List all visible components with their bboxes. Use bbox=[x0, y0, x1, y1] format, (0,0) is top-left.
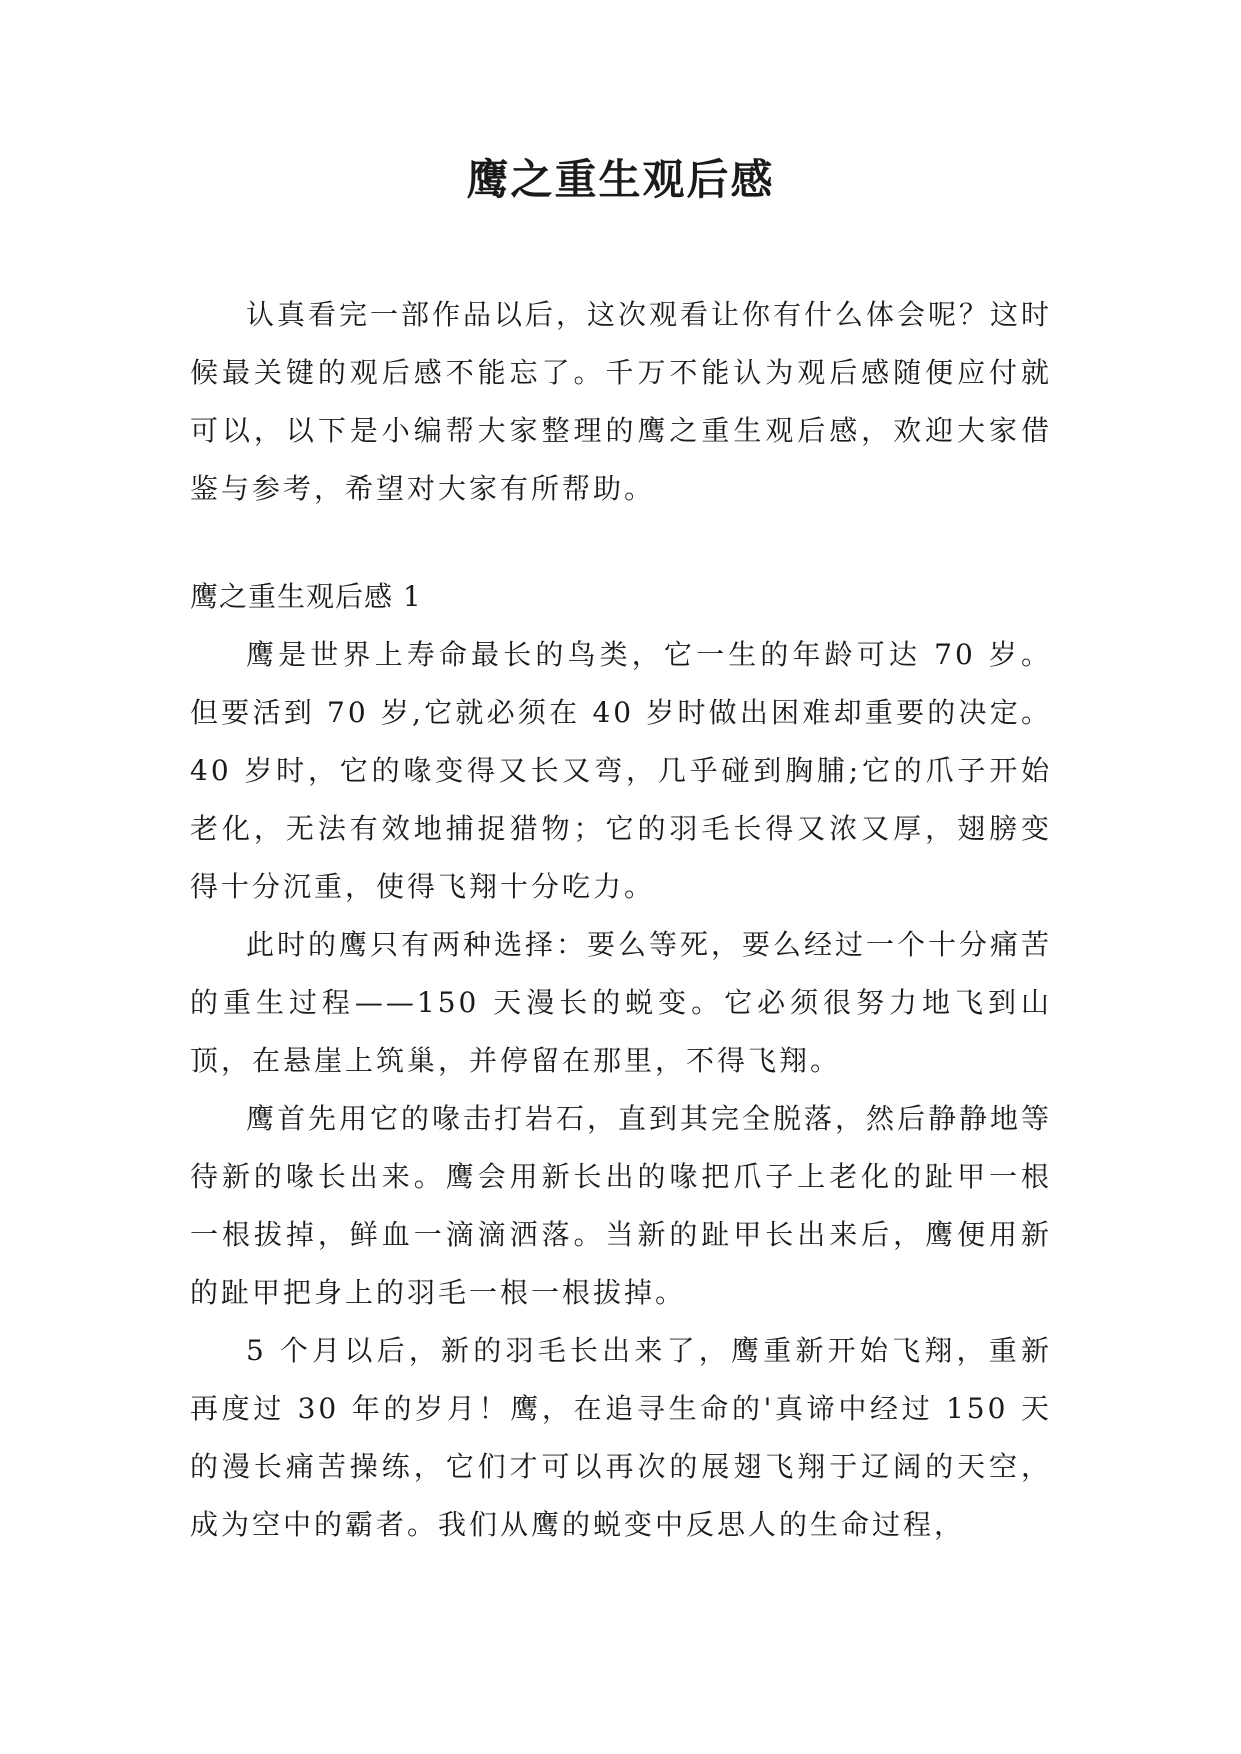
body-paragraph-1: 鹰是世界上寿命最长的鸟类，它一生的年龄可达 70 岁。但要活到 70 岁,它就必须在 40 岁时做出困难却重要的决定。40 岁时，它的喙变得又长又弯，几乎碰到胸脯;它的爪子开始老化，无法有效地捕捉猎物；它的羽毛长得又浓又厚，翅膀变得十分沉重，使得飞翔十分吃力。 bbox=[190, 638, 1052, 903]
body-paragraph-3: 鹰首先用它的喙击打岩石，直到其完全脱落，然后静静地等待新的喙长出来。鹰会用新长出的喙把爪子上老化的趾甲一根一根拔掉，鲜血一滴滴洒落。当新的趾甲长出来后，鹰便用新的趾甲把身上的羽毛一根一根拔掉。 bbox=[190, 1102, 1053, 1309]
body-paragraph-2: 此时的鹰只有两种选择：要么等死，要么经过一个十分痛苦的重生过程——150 天漫长的蜕变。它必须很努力地飞到山顶，在悬崖上筑巢，并停留在那里，不得飞翔。 bbox=[190, 928, 1053, 1077]
document-body bbox=[190, 286, 1052, 1554]
page-title: 鹰之重生观后感 bbox=[466, 155, 775, 204]
section-heading: 鹰之重生观后感 1 bbox=[190, 580, 422, 613]
intro-paragraph: 认真看完一部作品以后，这次观看让你有什么体会呢？这时候最关键的观后感不能忘了。千万不能认为观后感随便应付就可以，以下是小编帮大家整理的鹰之重生观后感，欢迎大家借鉴与参考，希望对大家有所帮助。 bbox=[190, 298, 1053, 505]
body-paragraph-4: 5 个月以后，新的羽毛长出来了，鹰重新开始飞翔，重新再度过 30 年的岁月！鹰，在追寻生命的'真谛中经过 150 天的漫长痛苦操练，它们才可以再次的展翅飞翔于辽阔的天空，成为空中的霸者。我们从鹰的蜕变中反思人的生命过程， bbox=[190, 1334, 1052, 1541]
